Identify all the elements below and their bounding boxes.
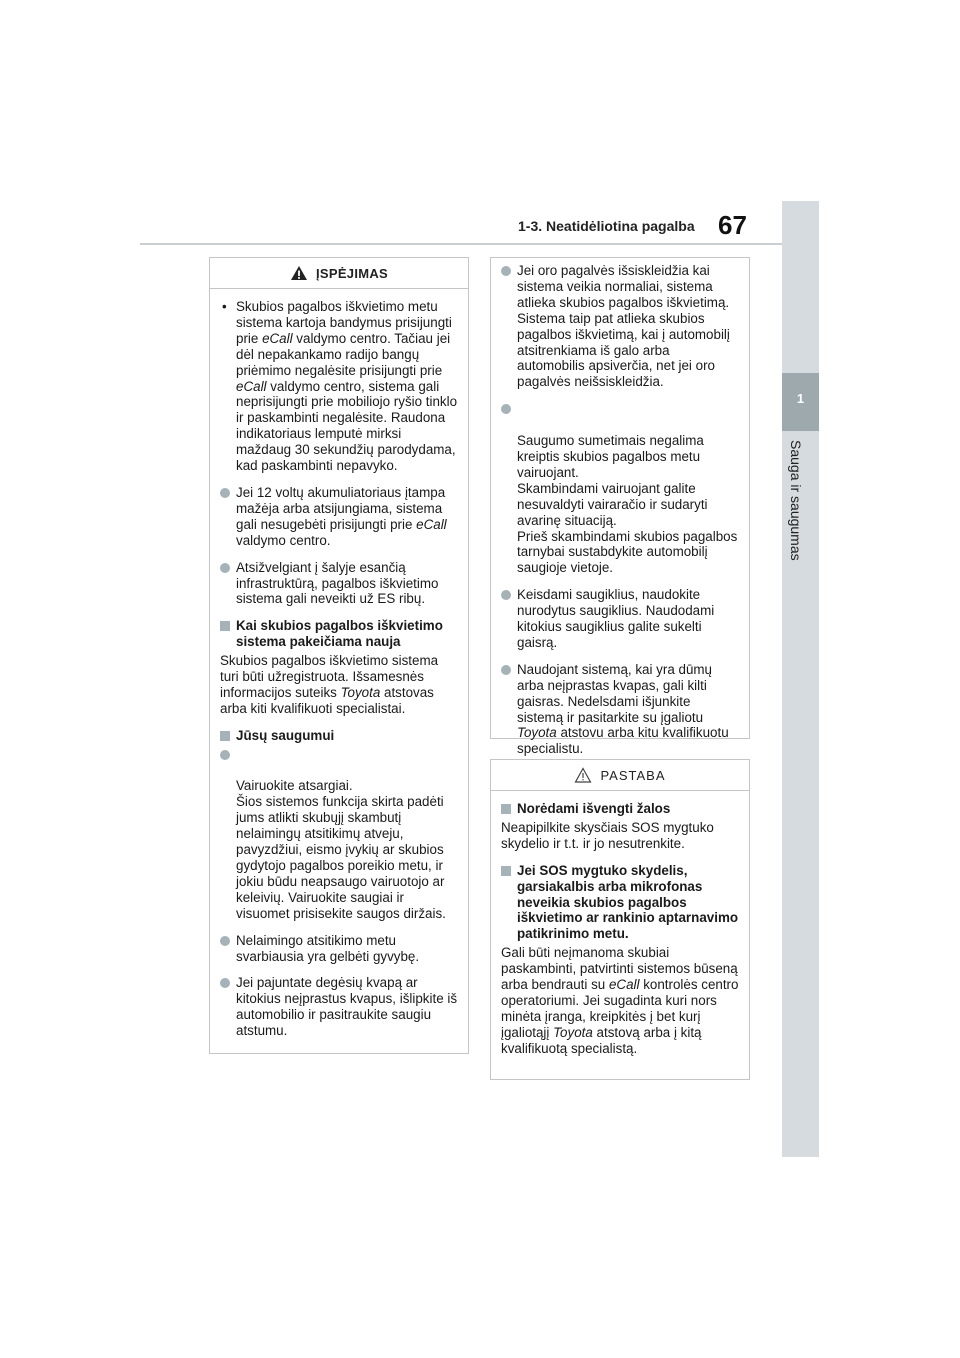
warning-body bbox=[210, 289, 468, 1039]
warning-header bbox=[210, 258, 468, 289]
paragraph: Gali būti neįmanoma skubiai paskambinti, patvirtinti sistemos būseną arba bendrauti su eCall kontrolės centro operatoriumi. Jei sugadinta kuri nors minėta įranga, kreipkitės į bet kurį įgaliotąjį Toyota atstovą arba į kitą kvalifikuotą specialistą. bbox=[501, 945, 739, 1056]
circle-bullet-icon bbox=[220, 488, 230, 498]
warning-title: ĮSPĖJIMAS bbox=[315, 265, 389, 281]
section-heading: Kai skubios pagalbos iškvietimo sistema pakeičiama nauja bbox=[220, 618, 458, 650]
list-item: Naudojant sistemą, kai yra dūmų arba neįprastas kvapas, gali kilti gaisras. Nedelsdami išjunkite sistemą ir pasitarkite su įgaliotu Toyota atstovu arba kitu kvalifikuotu specialistu. bbox=[501, 662, 739, 757]
list-item: Vairuokite atsargiai. Šios sistemos funkcija skirta padėti jums atlikti skubųjį skambutį nelaimingų atsitikimų atveju, pavyzdžiui, eismo įvykių ar skubios gydytojo pagalbos poreikio metu, ir jokiu būdu neapsaugo vairuotojo ar keleivių. Vairuokite saugiai ir visuomet prisisekite saugos diržais. bbox=[220, 747, 458, 922]
notice-header bbox=[491, 760, 749, 791]
square-bullet-icon bbox=[501, 804, 511, 814]
side-tab-label: Sauga ir saugumas bbox=[788, 440, 804, 561]
section-title: 1-3. Neatidėliotina pagalba bbox=[518, 218, 695, 234]
warning-icon bbox=[290, 265, 308, 281]
circle-bullet-icon bbox=[501, 404, 511, 414]
list-item: Saugumo sumetimais negalima kreiptis skubios pagalbos metu vairuojant. Skambindami vairuojant galite nesuvaldyti vairaračio ir sudaryti avarinę situaciją. Prieš skambindami skubios pagalbos tarnybai sustabdykite automobilį saugioje vietoje. bbox=[501, 401, 739, 576]
header-rule bbox=[140, 243, 782, 245]
side-tab-number: 1 bbox=[796, 391, 805, 406]
bullet-mark: • bbox=[222, 299, 227, 314]
list-item: Jei oro pagalvės išsiskleidžia kai sistema veikia normaliai, sistema atlieka skubios pagalbos iškvietimą. Sistema taip pat atlieka skubios pagalbos iškvietimą, kai į automobilį atsitrenkiama iš galo arba automobilis apsiverčia, net jei oro pagalvės neišsiskleidžia. bbox=[501, 263, 739, 390]
section-heading: Norėdami išvengti žalos bbox=[501, 801, 739, 817]
circle-bullet-icon bbox=[220, 978, 230, 988]
paragraph: Neapipilkite skysčiais SOS mygtuko skydelio ir t.t. ir jo nesutrenkite. bbox=[501, 819, 714, 851]
square-bullet-icon bbox=[220, 621, 230, 631]
warning-panel bbox=[209, 257, 469, 1054]
warning-bullet-item: • Skubios pagalbos iškvietimo metu sistema kartoja bandymus prisijungti prie eCall valdymo centro. Tačiau jei dėl nepakankamo radijo bangų priėmimo negalėsite prisijungti prie eCall valdymo centro, sistema gali neprisijungti prie mobiliojo ryšio tinklo ir paskambinti negalėsite. Raudona indikatoriaus lemputė mirksi maždaug 30 sekundžių parodydama, kad paskambinti nepavyko. bbox=[222, 299, 458, 474]
side-tab bbox=[782, 201, 819, 1157]
page-number: 67 bbox=[718, 210, 747, 240]
circle-bullet-icon bbox=[220, 563, 230, 573]
circle-bullet-icon bbox=[501, 590, 511, 600]
caution-icon bbox=[574, 767, 592, 783]
notice-panel bbox=[490, 759, 750, 1080]
list-item: Jei 12 voltų akumuliatoriaus įtampa mažėja arba atsijungiama, sistema gali nesugebėti prisijungti prie eCall valdymo centro. bbox=[220, 485, 458, 549]
square-bullet-icon bbox=[501, 866, 511, 876]
circle-bullet-icon bbox=[501, 266, 511, 276]
notice-body bbox=[491, 791, 749, 1057]
list-item: Jei pajuntate degėsių kvapą ar kitokius neįprastus kvapus, išlipkite iš automobilio ir pasitraukite saugiu atstumu. bbox=[220, 975, 458, 1039]
section-heading: Jei SOS mygtuko skydelis, garsiakalbis arba mikrofonas neveikia skubios pagalbos iškvietimo ar rankinio aptarnavimo patikrinimo metu. bbox=[501, 863, 739, 943]
section-heading: Jūsų saugumui bbox=[220, 728, 458, 744]
notice-title: PASTABA bbox=[600, 767, 666, 783]
list-item: Keisdami saugiklius, naudokite nurodytus saugiklius. Naudodami kitokius saugiklius galite sukelti gaisrą. bbox=[501, 587, 739, 651]
square-bullet-icon bbox=[220, 731, 230, 741]
circle-bullet-icon bbox=[220, 750, 230, 760]
list-item: Nelaimingo atsitikimo metu svarbiausia yra gelbėti gyvybę. bbox=[220, 933, 458, 965]
warning-continued-body bbox=[491, 258, 749, 757]
warning-panel-continued bbox=[490, 257, 750, 757]
list-item: Atsižvelgiant į šalyje esančią infrastruktūrą, pagalbos iškvietimo sistema gali neveikti už ES ribų. bbox=[220, 560, 458, 608]
paragraph: Skubios pagalbos iškvietimo sistema turi būti užregistruota. Išsamesnės informacijos suteiks Toyota atstovas arba kiti kvalifikuoti specialistai. bbox=[220, 653, 439, 716]
circle-bullet-icon bbox=[501, 665, 511, 675]
circle-bullet-icon bbox=[220, 936, 230, 946]
